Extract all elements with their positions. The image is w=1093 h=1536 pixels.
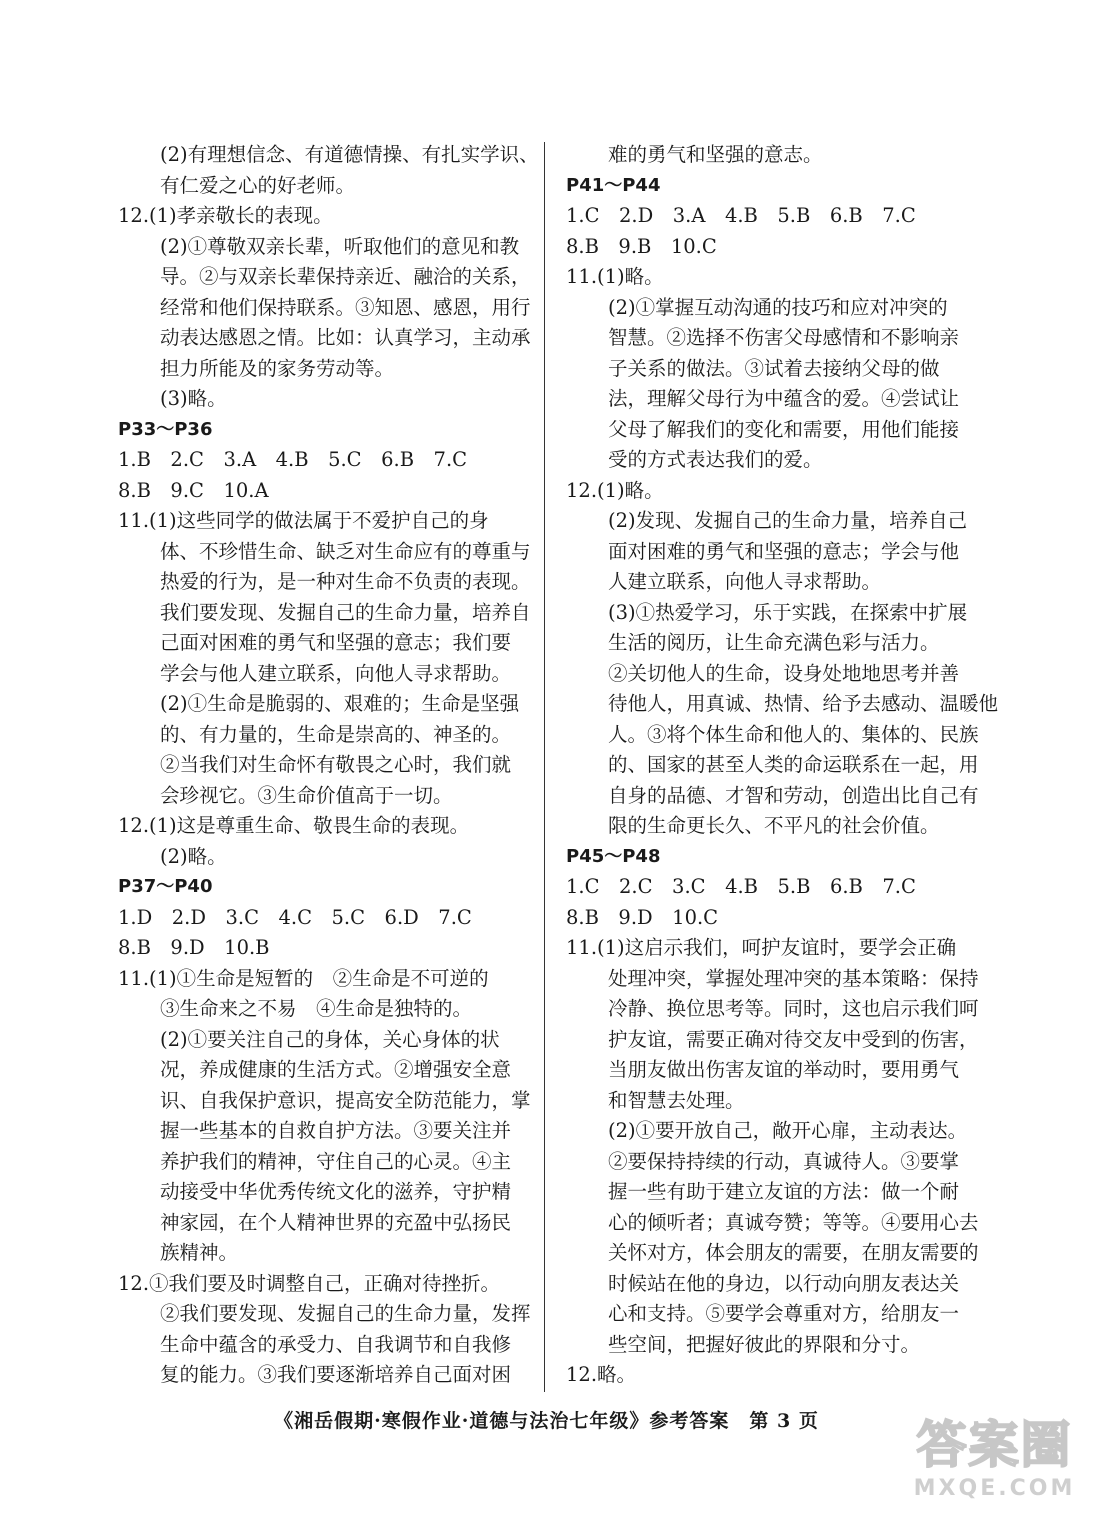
answer-line: 1.C 2.D 3.A 4.B 5.B 6.B 7.C bbox=[566, 204, 916, 227]
answer-line: 父母了解我们的变化和需要，用他们能接 bbox=[608, 417, 960, 441]
section-heading: P33～P36 bbox=[118, 418, 213, 440]
answer-line: 动表达感恩之情。比如：认真学习，主动承 bbox=[160, 326, 531, 349]
answer-line: (2)有理想信念、有道德情操、有扎实学识、 bbox=[160, 143, 539, 166]
answer-line: 护友谊，需要正确对待交友中受到的伤害， bbox=[608, 1027, 979, 1051]
answer-line: 心和支持。⑤要学会尊重对方，给朋友一 bbox=[608, 1302, 960, 1325]
answer-line: ③生命来之不易 ④生命是独特的。 bbox=[160, 997, 473, 1020]
answer-line: 面对困难的勇气和坚强的意志；学会与他 bbox=[608, 539, 960, 563]
section-heading: P41～P44 bbox=[566, 174, 661, 196]
answer-line: 会珍视它。③生命价值高于一切。 bbox=[160, 783, 453, 807]
answer-line: 识、自我保护意识，提高安全防范能力，掌 bbox=[160, 1088, 531, 1112]
answer-line: 1.D 2.D 3.C 4.C 5.C 6.D 7.C bbox=[118, 905, 472, 929]
answer-line: 的、国家的甚至人类的命运联系在一起，用 bbox=[608, 753, 979, 776]
answer-line: 族精神。 bbox=[160, 1241, 239, 1264]
answer-line: 8.B 9.D 10.C bbox=[566, 905, 719, 929]
answer-line: 12.(1)孝亲敬长的表现。 bbox=[118, 204, 333, 227]
answer-line: 动接受中华优秀传统文化的滋养，守护精 bbox=[160, 1180, 512, 1203]
answer-line: 担力所能及的家务劳动等。 bbox=[160, 356, 395, 380]
answer-line: 11.(1)这些同学的做法属于不爱护自己的身 bbox=[118, 509, 489, 532]
answer-line: 关怀对方，体会朋友的需要，在朋友需要的 bbox=[608, 1241, 979, 1264]
answer-line: 些空间，把握好彼此的界限和分寸。 bbox=[608, 1332, 921, 1356]
answer-line: ②关切他人的生命，设身处地地思考并善 bbox=[608, 661, 960, 685]
answer-line: 子关系的做法。③试着去接纳父母的做 bbox=[608, 356, 940, 380]
answer-line: 时候站在他的身边，以行动向朋友表达关 bbox=[608, 1271, 960, 1295]
answer-line: 待他人，用真诚、热情、给予去感动、温暖他 bbox=[608, 692, 999, 715]
left-column bbox=[118, 140, 539, 1391]
answer-line: 神家园，在个人精神世界的充盈中弘扬民 bbox=[160, 1210, 512, 1234]
answer-line: 12.(1)这是尊重生命、敬畏生命的表现。 bbox=[118, 814, 470, 837]
watermark-url: MXQE.COM bbox=[913, 1476, 1076, 1501]
answer-line: 生命中蕴含的承受力、自我调节和自我修 bbox=[160, 1332, 512, 1356]
answer-line: 1.C 2.C 3.C 4.B 5.B 6.B 7.C bbox=[566, 875, 916, 898]
answer-line: 12.①我们要及时调整自己，正确对待挫折。 bbox=[118, 1271, 501, 1295]
answer-line: 法，理解父母行为中蕴含的爱。④尝试让 bbox=[608, 387, 960, 410]
answer-line: 和智慧去处理。 bbox=[608, 1088, 745, 1112]
answer-line: (2)①要开放自己，敞开心扉，主动表达。 bbox=[608, 1119, 968, 1142]
answer-line: 受的方式表达我们的爱。 bbox=[608, 448, 823, 471]
answer-line: 复的能力。③我们要逐渐培养自己面对困 bbox=[160, 1363, 512, 1386]
answer-line: 我们要发现、发掘自己的生命力量，培养自 bbox=[160, 600, 531, 624]
answer-line: (2)发现、发掘自己的生命力量，培养自己 bbox=[608, 509, 968, 532]
column-divider bbox=[544, 142, 545, 1392]
answer-line: (2)①生命是脆弱的、艰难的；生命是坚强 bbox=[160, 692, 520, 715]
answer-line: 人建立联系，向他人寻求帮助。 bbox=[608, 570, 882, 593]
right-column bbox=[566, 140, 999, 1391]
answer-line: (2)①尊敬双亲长辈，听取他们的意见和教 bbox=[160, 234, 520, 258]
answer-line: 1.B 2.C 3.A 4.B 5.C 6.B 7.C bbox=[118, 448, 468, 471]
answer-line: (3)①热爱学习，乐于实践，在探索中扩展 bbox=[608, 600, 968, 624]
answer-line: 11.(1)①生命是短暂的 ②生命是不可逆的 bbox=[118, 966, 489, 990]
answer-line: 握一些有助于建立友谊的方法：做一个耐 bbox=[608, 1180, 960, 1203]
answer-line: 养护我们的精神，守住自己的心灵。④主 bbox=[160, 1149, 512, 1173]
answer-line: 冷静、换位思考等。同时，这也启示我们呵 bbox=[608, 997, 979, 1020]
answer-line: 11.(1)这启示我们，呵护友谊时，要学会正确 bbox=[566, 936, 957, 959]
answer-line: (2)①要关注自己的身体，关心身体的状 bbox=[160, 1027, 500, 1051]
section-heading: P45～P48 bbox=[566, 845, 661, 867]
answer-line: 8.B 9.C 10.A bbox=[118, 478, 269, 502]
answer-line: 生活的阅历，让生命充满色彩与活力。 bbox=[608, 631, 940, 654]
answer-line: 8.B 9.D 10.B bbox=[118, 936, 270, 959]
answer-line: 己面对困难的勇气和坚强的意志；我们要 bbox=[160, 631, 512, 654]
answer-line: 心的倾听者；真诚夸赞；等等。④要用心去 bbox=[608, 1210, 979, 1234]
answer-line: 难的勇气和坚强的意志。 bbox=[608, 143, 823, 166]
answer-line: 况，养成健康的生活方式。②增强安全意 bbox=[160, 1058, 512, 1081]
answer-line: 人。③将个体生命和他人的、集体的、民族 bbox=[608, 722, 979, 746]
answer-line: 11.(1)略。 bbox=[566, 265, 664, 288]
answer-line: 当朋友做出伤害友谊的举动时，要用勇气 bbox=[608, 1058, 960, 1081]
page-footer: 《湘岳假期·寒假作业·道德与法治七年级》参考答案 第 3 页 bbox=[274, 1410, 819, 1432]
answer-line: 有仁爱之心的好老师。 bbox=[160, 173, 356, 197]
answer-line: 8.B 9.B 10.C bbox=[566, 234, 717, 258]
watermark-logo bbox=[912, 1414, 1077, 1524]
answer-line: ②我们要发现、发掘自己的生命力量，发挥 bbox=[160, 1302, 531, 1325]
answer-line: (3)略。 bbox=[160, 387, 227, 410]
answer-line: (2)①掌握互动沟通的技巧和应对冲突的 bbox=[608, 295, 948, 319]
section-heading: P37～P40 bbox=[118, 876, 213, 897]
answer-line: 自身的品德、才智和劳动，创造出比自己有 bbox=[608, 783, 979, 807]
answer-line: 12.略。 bbox=[566, 1363, 637, 1386]
answer-line: 处理冲突，掌握处理冲突的基本策略：保持 bbox=[608, 966, 979, 990]
answer-line: 导。②与双亲长辈保持亲近、融洽的关系， bbox=[160, 265, 531, 288]
answer-line: (2)略。 bbox=[160, 844, 227, 868]
answer-line: 热爱的行为，是一种对生命不负责的表现。 bbox=[160, 570, 531, 593]
answer-line: 握一些基本的自救自护方法。③要关注并 bbox=[160, 1119, 512, 1142]
answer-line: 学会与他人建立联系，向他人寻求帮助。 bbox=[160, 661, 512, 685]
answer-line: 智慧。②选择不伤害父母感情和不影响亲 bbox=[608, 326, 960, 349]
answer-line: ②当我们对生命怀有敬畏之心时，我们就 bbox=[160, 753, 512, 776]
answer-line: 限的生命更长久、不平凡的社会价值。 bbox=[608, 814, 940, 837]
answer-line: 的、有力量的，生命是崇高的、神圣的。 bbox=[160, 722, 512, 746]
answer-line: 经常和他们保持联系。③知恩、感恩，用行 bbox=[160, 295, 531, 319]
watermark-text: 答案圈 bbox=[916, 1416, 1073, 1474]
answer-line: ②要保持持续的行动，真诚待人。③要掌 bbox=[608, 1149, 960, 1173]
answer-line: 12.(1)略。 bbox=[566, 478, 664, 502]
answer-line: 体、不珍惜生命、缺乏对生命应有的尊重与 bbox=[160, 539, 531, 563]
